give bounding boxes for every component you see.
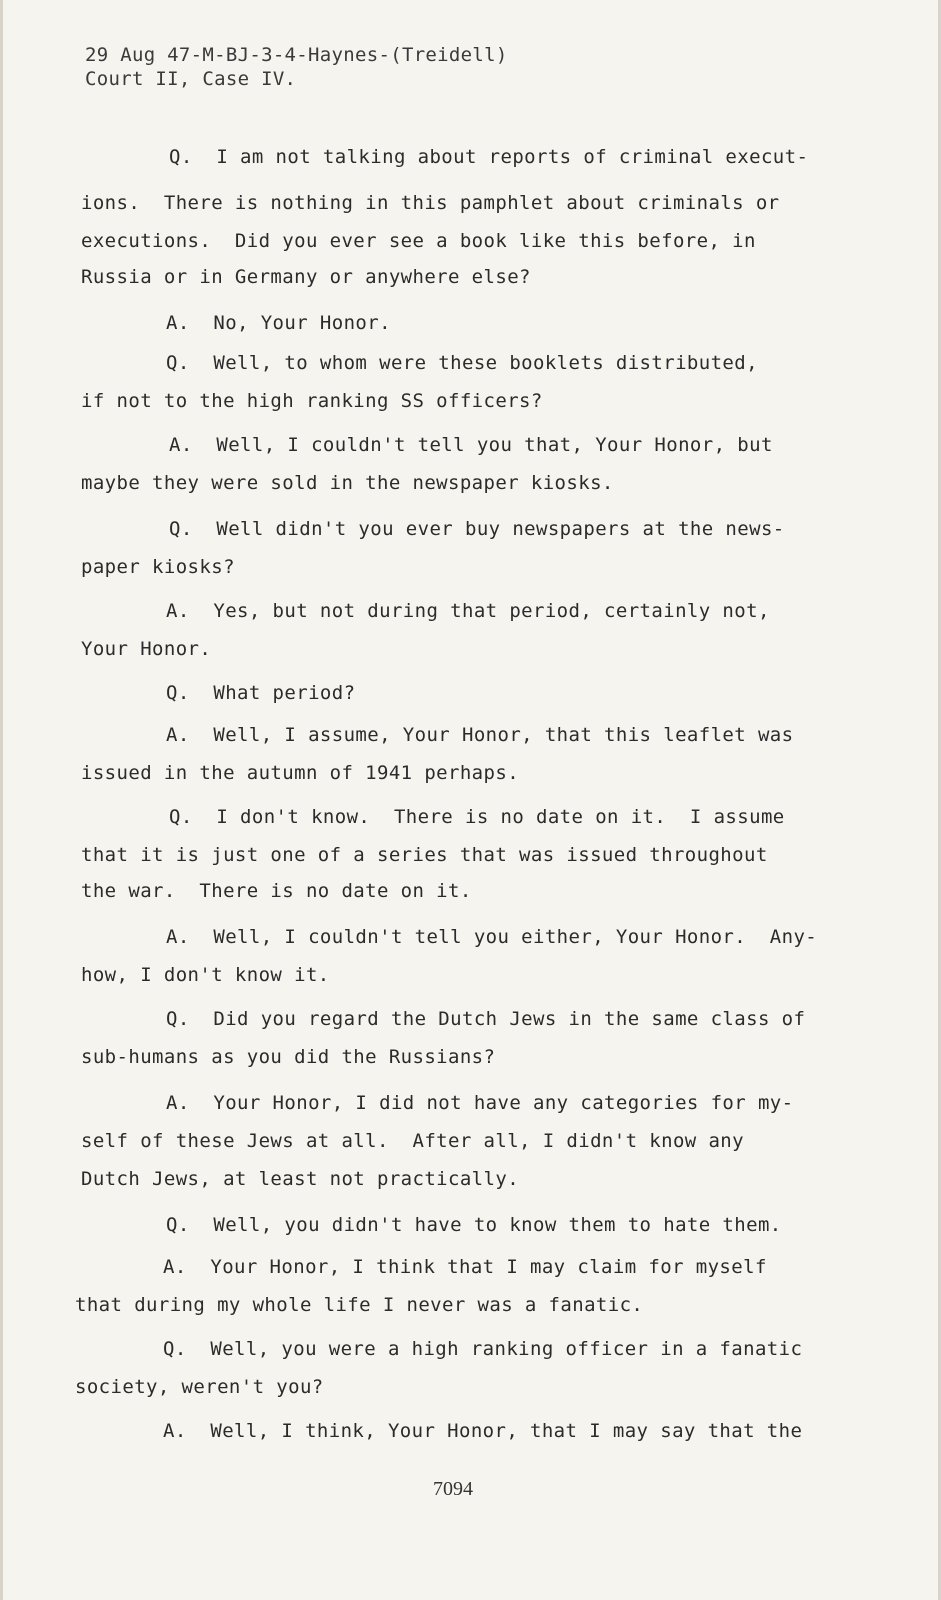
transcript-line: Dutch Jews, at least not practically. <box>81 1168 520 1190</box>
transcript-line: A. Well, I couldn't tell you that, Your Honor, but <box>169 434 773 456</box>
transcript-line: society, weren't you? <box>75 1376 324 1398</box>
transcript-line: issued in the autumn of 1941 perhaps. <box>81 762 520 784</box>
transcript-line: A. Well, I couldn't tell you either, Your Honor. Any- <box>166 926 818 948</box>
transcript-line: Q. Did you regard the Dutch Jews in the same class of <box>166 1008 806 1030</box>
transcript-line: A. No, Your Honor. <box>166 312 391 334</box>
transcript-line: sub-humans as you did the Russians? <box>81 1046 496 1068</box>
transcript-line: Q. Well, you were a high ranking officer in a fanatic <box>163 1338 803 1360</box>
transcript-line: Q. I don't know. There is no date on it. I assume <box>169 806 785 828</box>
transcript-line: that during my whole life I never was a fanatic. <box>75 1294 644 1316</box>
transcript-line: ions. There is nothing in this pamphlet about criminals or <box>81 192 780 214</box>
transcript-line: that it is just one of a series that was issued throughout <box>81 844 768 866</box>
transcript-line: executions. Did you ever see a book like this before, in <box>81 230 756 252</box>
page-number: 7094 <box>433 1478 473 1500</box>
transcript-line: A. Well, I think, Your Honor, that I may say that the <box>163 1420 803 1442</box>
transcript-line: A. Well, I assume, Your Honor, that this leaflet was <box>166 724 794 746</box>
transcript-line: Russia or in Germany or anywhere else? <box>81 266 531 288</box>
transcript-line: A. Your Honor, I did not have any categories for my- <box>166 1092 794 1114</box>
transcript-line: Q. I am not talking about reports of criminal execut- <box>169 146 809 168</box>
transcript-line: A. Yes, but not during that period, certainly not, <box>166 600 770 622</box>
transcript-line: Q. Well, to whom were these booklets distributed, <box>166 352 758 374</box>
header-court-case: Court II, Case IV. <box>85 68 297 90</box>
transcript-line: how, I don't know it. <box>81 964 330 986</box>
transcript-line: Your Honor. <box>81 638 212 660</box>
transcript-line: Q. What period? <box>166 682 356 704</box>
transcript-line: A. Your Honor, I think that I may claim for myself <box>163 1256 767 1278</box>
transcript-line: Q. Well, you didn't have to know them to hate them. <box>166 1214 782 1236</box>
header-reference: 29 Aug 47-M-BJ-3-4-Haynes-(Treidell) <box>85 44 508 66</box>
transcript-line: self of these Jews at all. After all, I didn't know any <box>81 1130 744 1152</box>
transcript-line: maybe they were sold in the newspaper kiosks. <box>81 472 614 494</box>
transcript-line: if not to the high ranking SS officers? <box>81 390 543 412</box>
transcript-line: the war. There is no date on it. <box>81 880 472 902</box>
transcript-line: Q. Well didn't you ever buy newspapers at the news- <box>169 518 785 540</box>
transcript-line: paper kiosks? <box>81 556 235 578</box>
